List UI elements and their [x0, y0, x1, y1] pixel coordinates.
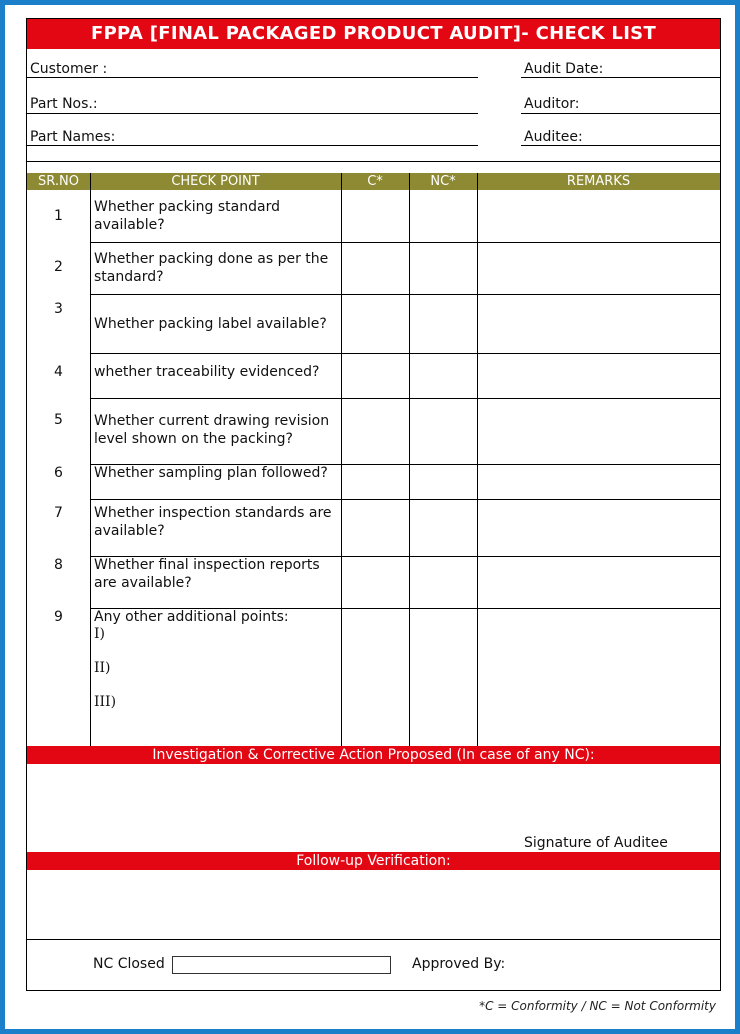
check-point-text: Whether sampling plan followed?	[94, 465, 328, 481]
check-point-text: Whether current drawing revision level shown on the packing?	[94, 413, 330, 447]
col-check-point: CHECK POINT	[171, 174, 260, 189]
audit-date-line	[521, 77, 720, 78]
table-divider	[409, 173, 410, 747]
row-line	[90, 398, 720, 399]
auditee-label: Auditee:	[524, 129, 583, 145]
table-divider	[90, 173, 91, 747]
row-number: 8	[54, 557, 63, 573]
investigation-heading: Investigation & Corrective Action Proposed (In case of any NC):	[27, 746, 720, 764]
check-point-text: Any other additional points:	[94, 609, 289, 625]
row-number: 7	[54, 505, 63, 521]
col-srno: SR.NO	[38, 174, 79, 189]
auditor-line	[521, 113, 720, 114]
row-number: 9	[54, 609, 63, 625]
additional-point-3: III)	[94, 694, 117, 710]
check-point-text: Whether inspection standards are available?	[94, 505, 332, 539]
col-c: C*	[367, 174, 383, 189]
row-line	[90, 499, 720, 500]
row-number: 6	[54, 465, 63, 481]
part-nos-label: Part Nos.:	[30, 96, 98, 112]
auditee-line	[521, 145, 720, 146]
row-number: 2	[54, 259, 63, 275]
row-number: 3	[54, 301, 63, 317]
auditor-label: Auditor:	[524, 96, 580, 112]
followup-heading: Follow-up Verification:	[27, 852, 720, 870]
part-names-label: Part Names:	[30, 129, 116, 145]
followup-separator	[27, 939, 720, 940]
check-point-text: Whether final inspection reports are available?	[94, 557, 320, 591]
table-header	[27, 173, 720, 190]
row-number: 5	[54, 412, 63, 428]
col-nc: NC*	[430, 174, 456, 189]
additional-point-2: II)	[94, 660, 111, 676]
check-point-text: Whether packing standard available?	[94, 199, 280, 233]
row-line	[90, 242, 720, 243]
part-names-line	[27, 145, 478, 146]
customer-label: Customer :	[30, 61, 108, 77]
additional-point-1: I)	[94, 626, 105, 642]
customer-line	[27, 77, 478, 78]
signature-auditee-label: Signature of Auditee	[524, 835, 668, 851]
check-point-text: whether traceability evidenced?	[94, 364, 320, 380]
table-divider	[341, 173, 342, 747]
conformity-footnote: *C = Conformity / NC = Not Conformity	[479, 999, 716, 1013]
row-number: 1	[54, 208, 63, 224]
approved-by-label: Approved By:	[412, 956, 506, 972]
audit-date-label: Audit Date:	[524, 61, 604, 77]
col-remarks: REMARKS	[566, 174, 631, 189]
header-separator	[27, 161, 720, 162]
check-point-text: Whether packing done as per the standard?	[94, 251, 329, 285]
nc-closed-field[interactable]	[172, 956, 391, 974]
row-line	[90, 294, 720, 295]
row-line	[90, 353, 720, 354]
part-nos-line	[27, 113, 478, 114]
check-point-text: Whether packing label available?	[94, 316, 327, 332]
checklist-title: FPPA [FINAL PACKAGED PRODUCT AUDIT]- CHECK LIST	[27, 19, 720, 49]
nc-closed-label: NC Closed	[93, 956, 165, 972]
row-number: 4	[54, 364, 63, 380]
table-divider	[477, 173, 478, 747]
checklist-document	[26, 18, 721, 991]
